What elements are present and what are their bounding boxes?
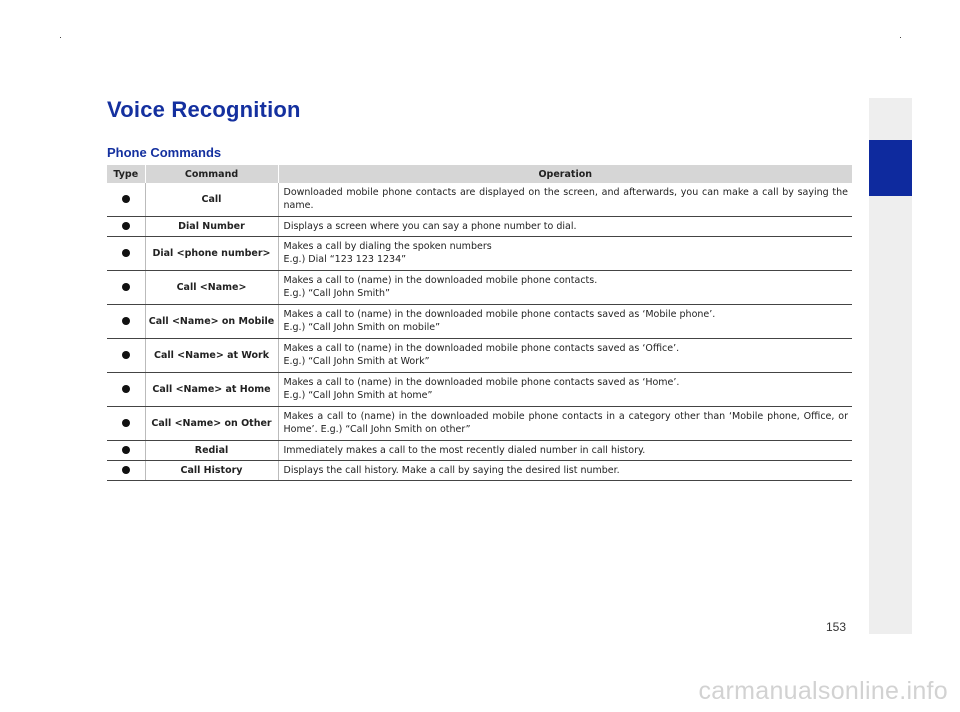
table-row bbox=[107, 183, 852, 216]
command-cell: Call History bbox=[145, 460, 278, 480]
section-subtitle: Phone Commands bbox=[107, 145, 222, 160]
operation-cell bbox=[278, 460, 852, 480]
command-cell: Call <Name> bbox=[145, 270, 278, 304]
type-cell bbox=[107, 460, 145, 480]
table-row bbox=[107, 236, 852, 270]
operation-cell bbox=[278, 183, 852, 216]
operation-text: Makes a call to (name) in the downloaded mobile phone contacts saved as ‘Office’. bbox=[283, 343, 680, 354]
table-row bbox=[107, 372, 852, 406]
operation-text: Makes a call to (name) in the downloaded mobile phone contacts in a category other than ‘Mobile phone, Office, or Home’. E.g.) “Call John Smith on other” bbox=[283, 411, 848, 435]
type-cell bbox=[107, 183, 145, 216]
operation-cell bbox=[278, 338, 852, 372]
operation-text: Makes a call by dialing the spoken numbers bbox=[283, 241, 492, 252]
operation-text: E.g.) “Call John Smith at Work” bbox=[283, 356, 430, 367]
table-row bbox=[107, 406, 852, 440]
operation-cell bbox=[278, 236, 852, 270]
operation-text: Makes a call to (name) in the downloaded mobile phone contacts saved as ‘Mobile phone’. bbox=[283, 309, 716, 320]
table-row bbox=[107, 440, 852, 460]
command-cell: Call <Name> on Mobile bbox=[145, 304, 278, 338]
type-cell bbox=[107, 406, 145, 440]
operation-text: Makes a call to (name) in the downloaded mobile phone contacts. bbox=[283, 275, 598, 286]
filled-circle-icon bbox=[122, 466, 130, 474]
type-cell bbox=[107, 440, 145, 460]
operation-cell bbox=[278, 406, 852, 440]
header-type: Type bbox=[107, 165, 145, 183]
header-command: Command bbox=[145, 165, 278, 183]
operation-text: Makes a call to (name) in the downloaded mobile phone contacts saved as ‘Home’. bbox=[283, 377, 680, 388]
type-cell bbox=[107, 216, 145, 236]
type-cell bbox=[107, 338, 145, 372]
type-cell bbox=[107, 270, 145, 304]
filled-circle-icon bbox=[122, 283, 130, 291]
table-row bbox=[107, 460, 852, 480]
filled-circle-icon bbox=[122, 446, 130, 454]
page-title: Voice Recognition bbox=[107, 97, 301, 122]
table-header-row bbox=[107, 165, 852, 183]
table-row bbox=[107, 270, 852, 304]
crop-mark-left bbox=[60, 37, 61, 38]
operation-text: E.g.) Dial “123 123 1234” bbox=[283, 254, 407, 265]
operation-cell bbox=[278, 270, 852, 304]
table-row bbox=[107, 304, 852, 338]
operation-text: Displays the call history. Make a call by saying the desired list number. bbox=[283, 464, 620, 476]
operation-cell bbox=[278, 216, 852, 236]
command-cell: Call <Name> at Work bbox=[145, 338, 278, 372]
type-cell bbox=[107, 236, 145, 270]
command-cell: Dial Number bbox=[145, 216, 278, 236]
type-cell bbox=[107, 372, 145, 406]
command-cell: Call <Name> on Other bbox=[145, 406, 278, 440]
filled-circle-icon bbox=[122, 419, 130, 427]
operation-text: E.g.) “Call John Smith at home” bbox=[283, 390, 433, 401]
header-operation: Operation bbox=[278, 165, 852, 183]
filled-circle-icon bbox=[122, 385, 130, 393]
filled-circle-icon bbox=[122, 195, 130, 203]
operation-cell bbox=[278, 304, 852, 338]
table-row bbox=[107, 338, 852, 372]
operation-text: E.g.) “Call John Smith” bbox=[283, 288, 390, 299]
watermark: carmanualsonline.info bbox=[698, 677, 948, 705]
operation-cell bbox=[278, 440, 852, 460]
crop-mark-right bbox=[900, 37, 901, 38]
operation-text: E.g.) “Call John Smith on mobile” bbox=[283, 322, 440, 333]
filled-circle-icon bbox=[122, 222, 130, 230]
filled-circle-icon bbox=[122, 351, 130, 359]
table-row bbox=[107, 216, 852, 236]
phone-commands-table bbox=[107, 165, 852, 481]
operation-text: Displays a screen where you can say a phone number to dial. bbox=[283, 220, 577, 232]
operation-text: Immediately makes a call to the most recently dialed number in call history. bbox=[283, 444, 646, 456]
operation-cell bbox=[278, 372, 852, 406]
command-cell: Dial <phone number> bbox=[145, 236, 278, 270]
operation-text: Downloaded mobile phone contacts are displayed on the screen, and afterwards, you can make a call by saying the name. bbox=[283, 187, 848, 212]
command-cell: Redial bbox=[145, 440, 278, 460]
type-cell bbox=[107, 304, 145, 338]
table-body bbox=[107, 183, 852, 480]
chapter-tab bbox=[869, 140, 912, 196]
filled-circle-icon bbox=[122, 249, 130, 257]
command-cell: Call <Name> at Home bbox=[145, 372, 278, 406]
filled-circle-icon bbox=[122, 317, 130, 325]
command-cell: Call bbox=[145, 183, 278, 216]
page-number: 153 bbox=[826, 620, 847, 634]
